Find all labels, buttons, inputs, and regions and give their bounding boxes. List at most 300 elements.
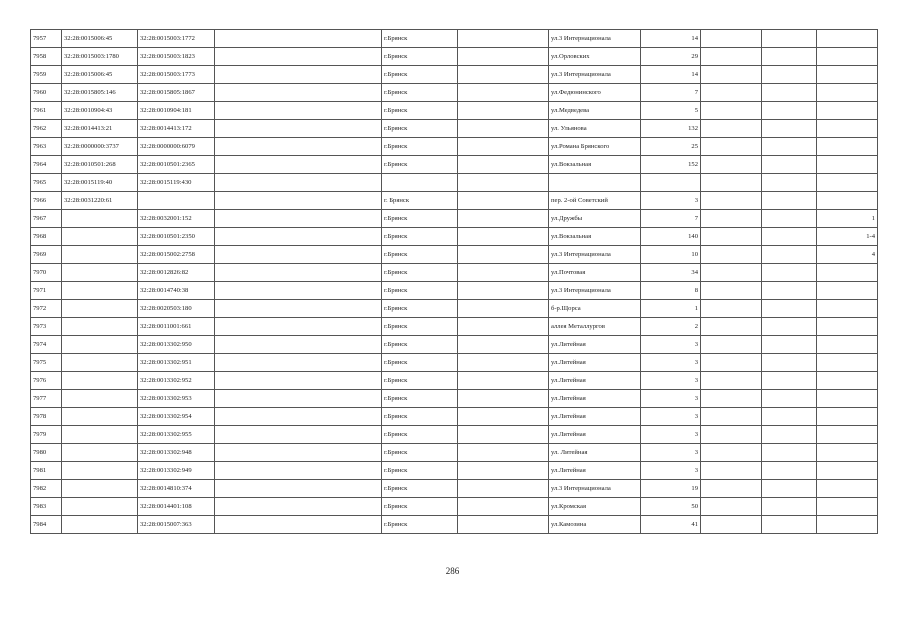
cell-empty bbox=[458, 372, 549, 390]
cell-old-cadastral-number: 32:28:0015805:146 bbox=[62, 84, 138, 102]
cell-house-number: 3 bbox=[641, 354, 701, 372]
cell-empty bbox=[762, 300, 817, 318]
cell-empty bbox=[762, 408, 817, 426]
cell-cadastral-number: 32:28:0013302:955 bbox=[138, 426, 215, 444]
cell-empty bbox=[215, 174, 382, 192]
cell-empty bbox=[458, 426, 549, 444]
cell-cadastral-number: 32:28:0013302:951 bbox=[138, 354, 215, 372]
cell-city: г. Брянск bbox=[382, 192, 458, 210]
cell-apartment bbox=[817, 84, 878, 102]
cell-empty bbox=[458, 264, 549, 282]
cell-row-number: 7966 bbox=[31, 192, 62, 210]
cell-city: г.Брянск bbox=[382, 138, 458, 156]
cell-old-cadastral-number bbox=[62, 228, 138, 246]
cell-empty bbox=[762, 390, 817, 408]
cell-empty bbox=[215, 444, 382, 462]
cell-row-number: 7975 bbox=[31, 354, 62, 372]
cell-cadastral-number: 32:28:0013302:950 bbox=[138, 336, 215, 354]
cell-empty bbox=[701, 444, 762, 462]
cell-empty bbox=[701, 372, 762, 390]
cell-old-cadastral-number bbox=[62, 318, 138, 336]
cell-city: г.Брянск bbox=[382, 318, 458, 336]
cell-cadastral-number: 32:28:0013302:952 bbox=[138, 372, 215, 390]
cell-old-cadastral-number bbox=[62, 264, 138, 282]
cell-empty bbox=[701, 408, 762, 426]
cell-empty bbox=[762, 156, 817, 174]
cell-empty bbox=[458, 228, 549, 246]
cell-row-number: 7964 bbox=[31, 156, 62, 174]
cell-cadastral-number: 32:28:0015007:363 bbox=[138, 516, 215, 534]
cell-street: ул.Дружбы bbox=[549, 210, 641, 228]
cell-apartment bbox=[817, 48, 878, 66]
cell-empty bbox=[215, 408, 382, 426]
cell-empty bbox=[458, 300, 549, 318]
cell-street: ул.3 Интернационала bbox=[549, 246, 641, 264]
cell-empty bbox=[701, 426, 762, 444]
cell-empty bbox=[701, 390, 762, 408]
cell-empty bbox=[215, 84, 382, 102]
cell-empty bbox=[215, 336, 382, 354]
cell-row-number: 7972 bbox=[31, 300, 62, 318]
cell-empty bbox=[762, 426, 817, 444]
cell-street: ул.3 Интернационала bbox=[549, 282, 641, 300]
cell-city: г.Брянск bbox=[382, 102, 458, 120]
cell-city: г.Брянск bbox=[382, 30, 458, 48]
cell-empty bbox=[701, 192, 762, 210]
cell-house-number: 41 bbox=[641, 516, 701, 534]
cell-row-number: 7965 bbox=[31, 174, 62, 192]
cell-cadastral-number: 32:28:0015003:1772 bbox=[138, 30, 215, 48]
cell-empty bbox=[701, 498, 762, 516]
cell-city: г.Брянск bbox=[382, 516, 458, 534]
cell-street bbox=[549, 174, 641, 192]
cell-empty bbox=[701, 210, 762, 228]
cell-empty bbox=[701, 300, 762, 318]
table-row bbox=[31, 192, 878, 210]
cell-empty bbox=[458, 498, 549, 516]
cell-cadastral-number: 32:28:0010904:181 bbox=[138, 102, 215, 120]
cell-empty bbox=[458, 156, 549, 174]
cell-apartment bbox=[817, 156, 878, 174]
table-row bbox=[31, 336, 878, 354]
cell-empty bbox=[215, 246, 382, 264]
cell-old-cadastral-number bbox=[62, 498, 138, 516]
cell-city: г.Брянск bbox=[382, 282, 458, 300]
cell-empty bbox=[215, 480, 382, 498]
cell-house-number: 2 bbox=[641, 318, 701, 336]
cell-empty bbox=[701, 480, 762, 498]
cell-house-number: 14 bbox=[641, 66, 701, 84]
cell-old-cadastral-number bbox=[62, 354, 138, 372]
cell-house-number: 25 bbox=[641, 138, 701, 156]
cell-row-number: 7982 bbox=[31, 480, 62, 498]
cell-empty bbox=[458, 174, 549, 192]
cell-empty bbox=[215, 372, 382, 390]
cell-city: г.Брянск bbox=[382, 372, 458, 390]
cell-empty bbox=[701, 336, 762, 354]
cell-city: г.Брянск bbox=[382, 480, 458, 498]
cell-empty bbox=[458, 66, 549, 84]
cell-empty bbox=[215, 516, 382, 534]
cell-apartment bbox=[817, 138, 878, 156]
table-row bbox=[31, 156, 878, 174]
cell-row-number: 7971 bbox=[31, 282, 62, 300]
cell-city bbox=[382, 174, 458, 192]
cell-street: ул.Романа Брянского bbox=[549, 138, 641, 156]
cell-empty bbox=[458, 354, 549, 372]
table-row bbox=[31, 498, 878, 516]
cell-cadastral-number: 32:28:0013302:948 bbox=[138, 444, 215, 462]
cell-city: г.Брянск bbox=[382, 264, 458, 282]
registry-rows bbox=[31, 30, 878, 534]
cell-old-cadastral-number: 32:28:0000000:3737 bbox=[62, 138, 138, 156]
cell-empty bbox=[215, 282, 382, 300]
table-row bbox=[31, 426, 878, 444]
table-row bbox=[31, 246, 878, 264]
cell-empty bbox=[701, 138, 762, 156]
cell-old-cadastral-number bbox=[62, 480, 138, 498]
cell-old-cadastral-number bbox=[62, 426, 138, 444]
cell-street: ул.Литейная bbox=[549, 354, 641, 372]
cell-old-cadastral-number bbox=[62, 336, 138, 354]
table-row bbox=[31, 120, 878, 138]
cell-empty bbox=[458, 516, 549, 534]
cell-street: ул.Почтовая bbox=[549, 264, 641, 282]
cell-empty bbox=[701, 30, 762, 48]
cell-cadastral-number: 32:28:0010501:2365 bbox=[138, 156, 215, 174]
cell-house-number: 5 bbox=[641, 102, 701, 120]
cell-empty bbox=[458, 192, 549, 210]
cell-street: ул.3 Интернационала bbox=[549, 66, 641, 84]
cell-city: г.Брянск bbox=[382, 426, 458, 444]
cell-empty bbox=[215, 30, 382, 48]
cell-row-number: 7958 bbox=[31, 48, 62, 66]
cell-house-number: 14 bbox=[641, 30, 701, 48]
cell-empty bbox=[458, 336, 549, 354]
cell-row-number: 7983 bbox=[31, 498, 62, 516]
cell-empty bbox=[458, 246, 549, 264]
cell-empty bbox=[215, 192, 382, 210]
cell-house-number: 3 bbox=[641, 372, 701, 390]
cell-house-number: 152 bbox=[641, 156, 701, 174]
table-row bbox=[31, 408, 878, 426]
cell-apartment bbox=[817, 390, 878, 408]
table-row bbox=[31, 480, 878, 498]
cell-house-number: 50 bbox=[641, 498, 701, 516]
cell-empty bbox=[215, 102, 382, 120]
cell-empty bbox=[701, 246, 762, 264]
cell-city: г.Брянск bbox=[382, 462, 458, 480]
cell-street: ул.Литейная bbox=[549, 372, 641, 390]
cell-cadastral-number: 32:28:0013302:949 bbox=[138, 462, 215, 480]
cell-house-number: 34 bbox=[641, 264, 701, 282]
cell-street: ул. Ульянова bbox=[549, 120, 641, 138]
cell-row-number: 7977 bbox=[31, 390, 62, 408]
cell-cadastral-number: 32:28:0032001:152 bbox=[138, 210, 215, 228]
table-row bbox=[31, 516, 878, 534]
cell-empty bbox=[762, 462, 817, 480]
cell-city: г.Брянск bbox=[382, 336, 458, 354]
table-row bbox=[31, 30, 878, 48]
cell-empty bbox=[701, 66, 762, 84]
cell-empty bbox=[762, 282, 817, 300]
cell-empty bbox=[458, 282, 549, 300]
cell-house-number: 3 bbox=[641, 462, 701, 480]
cell-row-number: 7973 bbox=[31, 318, 62, 336]
cell-empty bbox=[762, 372, 817, 390]
cell-empty bbox=[762, 30, 817, 48]
cell-row-number: 7968 bbox=[31, 228, 62, 246]
cell-old-cadastral-number bbox=[62, 390, 138, 408]
cell-city: г.Брянск bbox=[382, 66, 458, 84]
cell-empty bbox=[458, 408, 549, 426]
cell-old-cadastral-number: 32:28:0015006:45 bbox=[62, 30, 138, 48]
cell-cadastral-number: 32:28:0012826:82 bbox=[138, 264, 215, 282]
cell-empty bbox=[701, 120, 762, 138]
cell-old-cadastral-number: 32:28:0010501:268 bbox=[62, 156, 138, 174]
cell-street: ул.Литейная bbox=[549, 426, 641, 444]
cell-city: г.Брянск bbox=[382, 390, 458, 408]
cell-city: г.Брянск bbox=[382, 408, 458, 426]
cell-house-number: 8 bbox=[641, 282, 701, 300]
cell-house-number: 132 bbox=[641, 120, 701, 138]
cell-empty bbox=[458, 84, 549, 102]
cell-old-cadastral-number: 32:28:0015119:40 bbox=[62, 174, 138, 192]
cell-house-number: 7 bbox=[641, 84, 701, 102]
cell-street: ул.Вокзальная bbox=[549, 228, 641, 246]
cell-empty bbox=[215, 390, 382, 408]
cell-empty bbox=[762, 192, 817, 210]
cell-cadastral-number: 32:28:0015119:430 bbox=[138, 174, 215, 192]
cell-row-number: 7962 bbox=[31, 120, 62, 138]
cell-row-number: 7984 bbox=[31, 516, 62, 534]
cell-street: ул.Орловских bbox=[549, 48, 641, 66]
cell-old-cadastral-number: 32:28:0010904:43 bbox=[62, 102, 138, 120]
cell-apartment bbox=[817, 408, 878, 426]
cell-empty bbox=[458, 480, 549, 498]
cell-empty bbox=[215, 210, 382, 228]
cell-apartment: 1-4 bbox=[817, 228, 878, 246]
table-row bbox=[31, 48, 878, 66]
cell-empty bbox=[762, 66, 817, 84]
cell-old-cadastral-number bbox=[62, 210, 138, 228]
cell-city: г.Брянск bbox=[382, 354, 458, 372]
cell-empty bbox=[762, 48, 817, 66]
cell-apartment bbox=[817, 462, 878, 480]
table-row bbox=[31, 372, 878, 390]
cell-city: г.Брянск bbox=[382, 156, 458, 174]
cell-empty bbox=[458, 210, 549, 228]
cell-empty bbox=[762, 336, 817, 354]
cell-apartment bbox=[817, 264, 878, 282]
table-row bbox=[31, 66, 878, 84]
cell-row-number: 7978 bbox=[31, 408, 62, 426]
cell-empty bbox=[701, 174, 762, 192]
cell-empty bbox=[215, 228, 382, 246]
cell-cadastral-number: 32:28:0015805:1867 bbox=[138, 84, 215, 102]
cell-empty bbox=[762, 444, 817, 462]
table-row bbox=[31, 174, 878, 192]
cell-apartment bbox=[817, 444, 878, 462]
cell-empty bbox=[701, 282, 762, 300]
cell-apartment: 4 bbox=[817, 246, 878, 264]
cell-old-cadastral-number: 32:28:0014413:21 bbox=[62, 120, 138, 138]
table-row bbox=[31, 264, 878, 282]
cell-cadastral-number: 32:28:0020503:180 bbox=[138, 300, 215, 318]
cell-house-number: 10 bbox=[641, 246, 701, 264]
cell-street: ул.3 Интернационала bbox=[549, 30, 641, 48]
cell-row-number: 7967 bbox=[31, 210, 62, 228]
cell-empty bbox=[762, 120, 817, 138]
cell-cadastral-number: 32:28:0014810:374 bbox=[138, 480, 215, 498]
cell-row-number: 7957 bbox=[31, 30, 62, 48]
cell-empty bbox=[701, 156, 762, 174]
cell-cadastral-number: 32:28:0014401:108 bbox=[138, 498, 215, 516]
cell-apartment bbox=[817, 66, 878, 84]
cell-empty bbox=[701, 354, 762, 372]
cell-apartment bbox=[817, 498, 878, 516]
page-number: 286 bbox=[445, 566, 460, 576]
cell-house-number: 3 bbox=[641, 426, 701, 444]
cell-empty bbox=[762, 228, 817, 246]
cell-row-number: 7976 bbox=[31, 372, 62, 390]
table-row bbox=[31, 462, 878, 480]
cell-row-number: 7960 bbox=[31, 84, 62, 102]
cell-apartment bbox=[817, 192, 878, 210]
table-row bbox=[31, 318, 878, 336]
cell-row-number: 7981 bbox=[31, 462, 62, 480]
cell-cadastral-number bbox=[138, 192, 215, 210]
cell-old-cadastral-number bbox=[62, 282, 138, 300]
cell-empty bbox=[215, 318, 382, 336]
cell-street: ул.Вокзальная bbox=[549, 156, 641, 174]
cell-old-cadastral-number: 32:28:0031220:61 bbox=[62, 192, 138, 210]
table-row bbox=[31, 444, 878, 462]
cell-street: ул.Кромская bbox=[549, 498, 641, 516]
cell-street: ул.Литейная bbox=[549, 390, 641, 408]
cell-empty bbox=[215, 66, 382, 84]
cell-apartment bbox=[817, 318, 878, 336]
cell-apartment bbox=[817, 516, 878, 534]
table-row bbox=[31, 210, 878, 228]
table-row bbox=[31, 138, 878, 156]
cell-empty bbox=[762, 264, 817, 282]
cell-street: ул.Литейная bbox=[549, 336, 641, 354]
cell-city: г.Брянск bbox=[382, 246, 458, 264]
cell-apartment bbox=[817, 120, 878, 138]
cell-empty bbox=[215, 462, 382, 480]
cell-empty bbox=[762, 138, 817, 156]
cell-empty bbox=[701, 84, 762, 102]
cell-apartment bbox=[817, 336, 878, 354]
cell-empty bbox=[458, 318, 549, 336]
cell-empty bbox=[215, 498, 382, 516]
cell-city: г.Брянск bbox=[382, 210, 458, 228]
cell-city: г.Брянск bbox=[382, 300, 458, 318]
cell-cadastral-number: 32:28:0013302:953 bbox=[138, 390, 215, 408]
cell-row-number: 7974 bbox=[31, 336, 62, 354]
cell-house-number: 1 bbox=[641, 300, 701, 318]
cell-house-number: 29 bbox=[641, 48, 701, 66]
cell-street: аллея Металлургов bbox=[549, 318, 641, 336]
cell-empty bbox=[215, 354, 382, 372]
cell-empty bbox=[701, 462, 762, 480]
cell-apartment bbox=[817, 30, 878, 48]
cell-street: пер. 2-ой Советский bbox=[549, 192, 641, 210]
cell-cadastral-number: 32:28:0014413:172 bbox=[138, 120, 215, 138]
cell-empty bbox=[458, 102, 549, 120]
cell-old-cadastral-number bbox=[62, 462, 138, 480]
cell-empty bbox=[701, 264, 762, 282]
cell-old-cadastral-number: 32:28:0015003:1780 bbox=[62, 48, 138, 66]
cell-empty bbox=[458, 390, 549, 408]
cell-street: ул.Камозина bbox=[549, 516, 641, 534]
cell-house-number: 7 bbox=[641, 210, 701, 228]
cell-empty bbox=[458, 120, 549, 138]
cell-empty bbox=[215, 156, 382, 174]
cell-empty bbox=[458, 462, 549, 480]
cell-row-number: 7980 bbox=[31, 444, 62, 462]
cell-empty bbox=[215, 120, 382, 138]
registry-table bbox=[30, 29, 878, 534]
cell-house-number: 3 bbox=[641, 408, 701, 426]
table-row bbox=[31, 390, 878, 408]
cell-empty bbox=[458, 30, 549, 48]
cell-house-number bbox=[641, 174, 701, 192]
cell-street: ул.Литейная bbox=[549, 462, 641, 480]
cell-empty bbox=[215, 300, 382, 318]
cell-street: ул.Федюнинского bbox=[549, 84, 641, 102]
cell-empty bbox=[762, 102, 817, 120]
cell-row-number: 7979 bbox=[31, 426, 62, 444]
cell-row-number: 7963 bbox=[31, 138, 62, 156]
cell-old-cadastral-number bbox=[62, 408, 138, 426]
cell-city: г.Брянск bbox=[382, 498, 458, 516]
cell-street: ул. Литейная bbox=[549, 444, 641, 462]
table-row bbox=[31, 228, 878, 246]
table-row bbox=[31, 354, 878, 372]
cell-apartment: 1 bbox=[817, 210, 878, 228]
cell-row-number: 7969 bbox=[31, 246, 62, 264]
cell-cadastral-number: 32:28:0011001:661 bbox=[138, 318, 215, 336]
cell-empty bbox=[701, 102, 762, 120]
cell-row-number: 7959 bbox=[31, 66, 62, 84]
cell-empty bbox=[458, 138, 549, 156]
cell-old-cadastral-number bbox=[62, 246, 138, 264]
cell-old-cadastral-number bbox=[62, 516, 138, 534]
cell-house-number: 19 bbox=[641, 480, 701, 498]
cell-cadastral-number: 32:28:0015002:2758 bbox=[138, 246, 215, 264]
cell-empty bbox=[762, 246, 817, 264]
cell-city: г.Брянск bbox=[382, 48, 458, 66]
cell-apartment bbox=[817, 102, 878, 120]
cell-city: г.Брянск bbox=[382, 444, 458, 462]
cell-cadastral-number: 32:28:0000000:6079 bbox=[138, 138, 215, 156]
cell-row-number: 7961 bbox=[31, 102, 62, 120]
cell-empty bbox=[701, 228, 762, 246]
cell-empty bbox=[762, 516, 817, 534]
cell-old-cadastral-number bbox=[62, 444, 138, 462]
cell-row-number: 7970 bbox=[31, 264, 62, 282]
table-row bbox=[31, 300, 878, 318]
cell-house-number: 140 bbox=[641, 228, 701, 246]
cell-apartment bbox=[817, 300, 878, 318]
cell-empty bbox=[762, 210, 817, 228]
cell-empty bbox=[701, 48, 762, 66]
cell-street: ул.Медведева bbox=[549, 102, 641, 120]
cell-city: г.Брянск bbox=[382, 228, 458, 246]
cell-empty bbox=[701, 318, 762, 336]
